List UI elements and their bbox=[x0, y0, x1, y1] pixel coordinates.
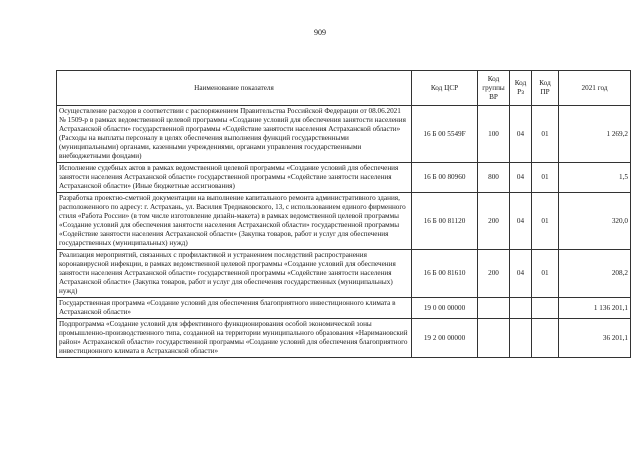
row-rz: 04 bbox=[510, 250, 532, 298]
row-csr: 16 Б 00 80960 bbox=[412, 163, 478, 193]
header-csr: Код ЦСР bbox=[412, 71, 478, 106]
page-number: 909 bbox=[314, 28, 326, 37]
row-csr: 16 Б 00 5549F bbox=[412, 106, 478, 163]
row-amount: 36 201,1 bbox=[559, 319, 631, 358]
row-amount: 208,2 bbox=[559, 250, 631, 298]
row-pr: 01 bbox=[532, 193, 559, 250]
table-row bbox=[57, 163, 631, 193]
row-csr: 16 Б 00 81120 bbox=[412, 193, 478, 250]
row-vr bbox=[478, 319, 510, 358]
header-vr: Код группы ВР bbox=[478, 71, 510, 106]
header-year: 2021 год bbox=[559, 71, 631, 106]
row-name: Реализация мероприятий, связанных с профилактикой и устранением последствий распространения коронавирусной инфекции, в рамках ведомственной целевой программы «Создание условий для обеспечения занятости населения Астраханской области» государственной программы «Содействие занятости населения Астраханской области» (Закупка товаров, работ и услуг для обеспечения государственных (муниципальных) нужд) bbox=[57, 250, 412, 298]
header-rz: Код Рз bbox=[510, 71, 532, 106]
row-rz: 04 bbox=[510, 106, 532, 163]
row-pr: 01 bbox=[532, 250, 559, 298]
row-pr bbox=[532, 298, 559, 319]
row-amount: 1 136 201,1 bbox=[559, 298, 631, 319]
row-vr: 200 bbox=[478, 250, 510, 298]
row-rz: 04 bbox=[510, 193, 532, 250]
row-name: Государственная программа «Создание условий для обеспечения благоприятного инвестиционного климата в Астраханской области» bbox=[57, 298, 412, 319]
row-name: Подпрограмма «Создание условий для эффективного функционирования особой экономической зоны промышленно-производственного типа, созданной на территории муниципального образования «Наримановский район» Астраханской области» государственной программы «Создание условий для обеспечения благоприятного инвестиционного климата в Астраханской области» bbox=[57, 319, 412, 358]
table-header-row bbox=[57, 71, 631, 106]
row-rz bbox=[510, 319, 532, 358]
row-csr: 16 Б 00 81610 bbox=[412, 250, 478, 298]
table-row bbox=[57, 193, 631, 250]
row-name: Осуществление расходов в соответствии с распоряжением Правительства Российской Федерации от 08.06.2021 № 1509-р в рамках ведомственной целевой программы «Создание условий для обеспечения занятости населения Астраханской области» государственной программы «Содействие занятости населения Астраханской области» (Расходы на выплаты персоналу в целях обеспечения выполнения функций государственными (муниципальными) органами, казенными учреждениями, органами управления государственными внебюджетными фондами) bbox=[57, 106, 412, 163]
header-name: Наименование показателя bbox=[57, 71, 412, 106]
row-vr bbox=[478, 298, 510, 319]
row-name: Исполнение судебных актов в рамках ведомственной целевой программы «Создание условий для обеспечения занятости населения Астраханской области» государственной программы «Содействие занятости населения Астраханской области» (Иные бюджетные ассигнования) bbox=[57, 163, 412, 193]
budget-table bbox=[56, 70, 631, 358]
row-vr: 200 bbox=[478, 193, 510, 250]
row-amount: 1,5 bbox=[559, 163, 631, 193]
row-pr: 01 bbox=[532, 163, 559, 193]
table-row bbox=[57, 106, 631, 163]
row-vr: 800 bbox=[478, 163, 510, 193]
table-row bbox=[57, 298, 631, 319]
row-rz: 04 bbox=[510, 163, 532, 193]
row-csr: 19 0 00 00000 bbox=[412, 298, 478, 319]
row-amount: 1 269,2 bbox=[559, 106, 631, 163]
table-row bbox=[57, 319, 631, 358]
header-pr: Код ПР bbox=[532, 71, 559, 106]
row-name: Разработка проектно-сметной документации на выполнение капитального ремонта административного здания, расположенного по адресу: г. Астрахань, ул. Василия Тредиаковского, 13, с использованием единого фирменного стиля «Работа России» (в том числе изготовление дизайн-макета) в рамках ведомственной целевой программы «Создание условий для обеспечения занятости населения Астраханской области» государственной программы «Содействие занятости населения Астраханской области» (Закупка товаров, работ и услуг для обеспечения государственных (муниципальных) нужд) bbox=[57, 193, 412, 250]
row-pr bbox=[532, 319, 559, 358]
table-row bbox=[57, 250, 631, 298]
row-csr: 19 2 00 00000 bbox=[412, 319, 478, 358]
row-amount: 320,0 bbox=[559, 193, 631, 250]
row-rz bbox=[510, 298, 532, 319]
row-vr: 100 bbox=[478, 106, 510, 163]
row-pr: 01 bbox=[532, 106, 559, 163]
